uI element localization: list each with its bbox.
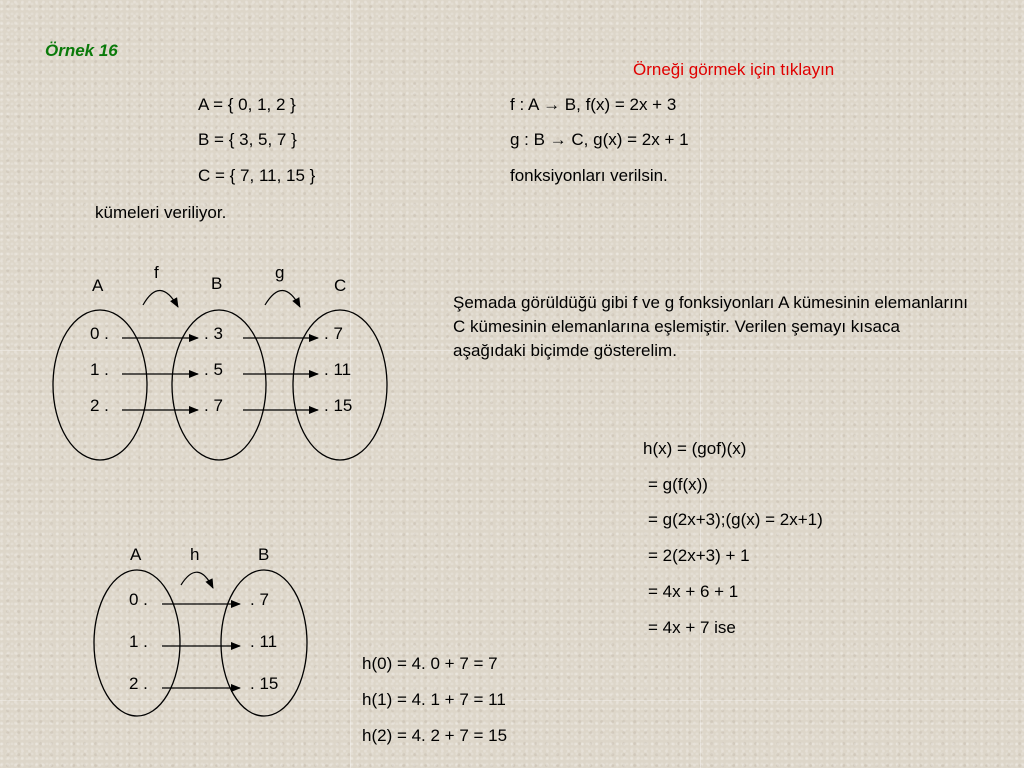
set-b-label-2: B xyxy=(258,545,270,564)
set-a-label: A xyxy=(92,276,104,295)
derivation-line: = 2(2x+3) + 1 xyxy=(648,546,750,565)
set-c-element: . 7 xyxy=(324,324,343,343)
set-b-element: . 7 xyxy=(204,396,223,415)
evaluation-line: h(2) = 4. 2 + 7 = 15 xyxy=(362,726,508,745)
set-a-element-2: 2 . xyxy=(129,674,148,693)
derivation-line: = 4x + 7 ise xyxy=(648,618,736,637)
set-a-element-2: 0 . xyxy=(129,590,148,609)
evaluation-line: h(1) = 4. 1 + 7 = 11 xyxy=(362,690,506,709)
set-b-element-2: . 15 xyxy=(250,674,279,693)
set-c-element: . 15 xyxy=(324,396,353,415)
set-a-element: 0 . xyxy=(90,324,109,343)
function-h-label: h xyxy=(190,545,200,564)
function-f-label: f xyxy=(154,263,159,282)
sets-note: kümeleri veriliyor. xyxy=(95,203,227,222)
functions-note: fonksiyonları verilsin. xyxy=(510,166,668,185)
set-c-label: C xyxy=(334,276,347,295)
function-g-definition: g : B → C, g(x) = 2x + 1 xyxy=(510,130,689,149)
set-a-element: 1 . xyxy=(90,360,109,379)
derivation-line: = g(2x+3);(g(x) = 2x+1) xyxy=(648,510,823,529)
set-a-definition: A = { 0, 1, 2 } xyxy=(198,95,296,114)
g-curve-arrow xyxy=(265,290,300,307)
set-a-element: 2 . xyxy=(90,396,109,415)
set-a-element-2: 1 . xyxy=(129,632,148,651)
set-b-definition: B = { 3, 5, 7 } xyxy=(198,130,297,149)
derivation-line: = 4x + 6 + 1 xyxy=(648,582,739,601)
set-b-label: B xyxy=(211,274,223,293)
h-curve-arrow xyxy=(181,572,213,588)
derivation-line: h(x) = (gof)(x) xyxy=(643,439,747,458)
set-a-label-2: A xyxy=(130,545,142,564)
derivation-line: = g(f(x)) xyxy=(648,475,708,494)
set-b-element-2: . 7 xyxy=(250,590,269,609)
function-g-label: g xyxy=(275,263,285,282)
evaluation-line: h(0) = 4. 0 + 7 = 7 xyxy=(362,654,498,673)
f-curve-arrow xyxy=(143,290,178,307)
set-c-element: . 11 xyxy=(324,360,352,379)
explanation-paragraph: Şemada görüldüğü gibi f ve g fonksiyonları A kümesinin elemanlarını C kümesinin elemanlarına eşlemiştir. Verilen şemayı kısaca aşağıdaki biçimde gösterelim. xyxy=(453,293,969,360)
set-b-element: . 3 xyxy=(204,324,223,343)
set-c-definition: C = { 7, 11, 15 } xyxy=(198,166,316,185)
slide-title: Örnek 16 xyxy=(45,41,118,60)
set-b-element: . 5 xyxy=(204,360,223,379)
function-f-definition: f : A → B, f(x) = 2x + 3 xyxy=(510,95,677,114)
example-link[interactable]: Örneği görmek için tıklayın xyxy=(633,60,835,79)
set-b-element-2: . 11 xyxy=(250,632,278,651)
